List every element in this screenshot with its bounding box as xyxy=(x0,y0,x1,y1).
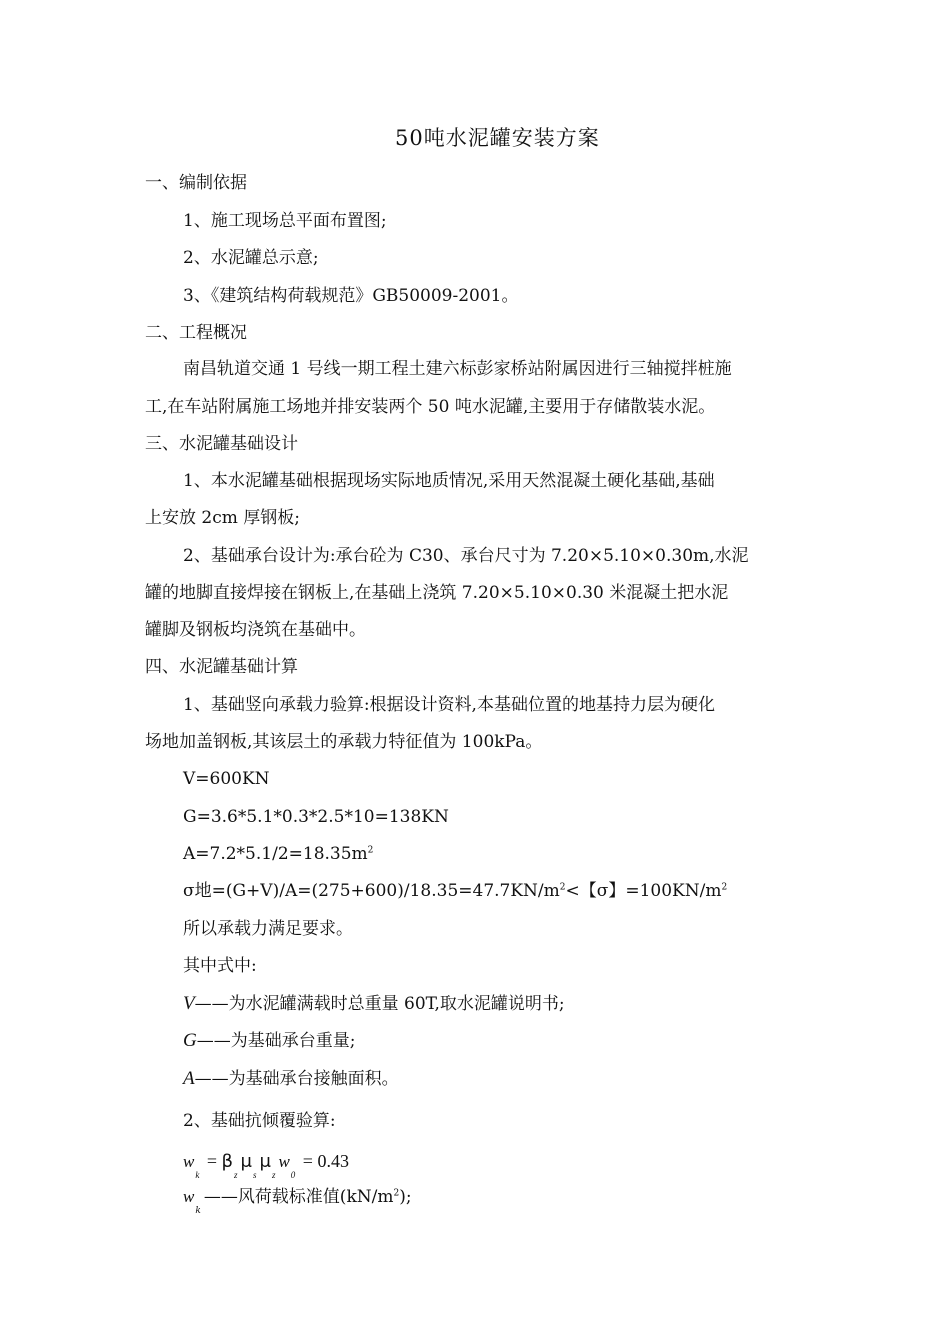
definition-text-end: ); xyxy=(399,1187,412,1207)
subscript: z xyxy=(271,1170,276,1180)
definition-text: ——为水泥罐满载时总重量 60T,取水泥罐说明书; xyxy=(194,994,565,1014)
equation-result: = 0.43 xyxy=(302,1151,349,1171)
superscript: 2 xyxy=(721,882,728,893)
symbol-w0: w xyxy=(278,1152,290,1171)
conclusion-text: 所以承载力满足要求。 xyxy=(183,919,353,939)
list-item: 1、施工现场总平面布置图; xyxy=(183,211,387,231)
paragraph-line: 工,在车站附属施工场地并排安装两个 50 吨水泥罐,主要用于存储散装水泥。 xyxy=(145,397,716,417)
equation-wk xyxy=(183,1150,349,1180)
symbol-a: A xyxy=(183,1068,195,1089)
paragraph-line: 罐脚及钢板均浇筑在基础中。 xyxy=(145,620,366,640)
equation-a-text: A=7.2*5.1/2=18.35m xyxy=(183,844,368,864)
symbol-g: G xyxy=(183,1030,197,1051)
list-item: 2、水泥罐总示意; xyxy=(183,248,319,268)
equation-g: G=3.6*5.1*0.3*2.5*10=138KN xyxy=(183,807,449,827)
symbol-mu: μ xyxy=(259,1151,271,1172)
subscript: s xyxy=(252,1170,257,1180)
subscript: z xyxy=(234,1170,238,1180)
subscript: k xyxy=(195,1206,201,1216)
paragraph-line: 场地加盖钢板,其该层土的承载力特征值为 100kPa。 xyxy=(145,732,543,752)
paragraph-line: 南昌轨道交通 1 号线一期工程土建六标彭家桥站附属因进行三轴搅拌桩施 xyxy=(183,359,732,379)
subsection-heading: 2、基础抗倾覆验算: xyxy=(183,1111,336,1131)
definition-text: ——风荷载标准值(kN/m xyxy=(203,1187,394,1207)
symbol-beta: β xyxy=(221,1151,233,1172)
section-heading-1: 一、编制依据 xyxy=(145,173,247,193)
symbol-w: w xyxy=(183,1152,195,1171)
equation-sigma-limit: <【σ】=100KN/m xyxy=(565,881,722,901)
section-heading-2: 二、工程概况 xyxy=(145,323,247,343)
equation-a xyxy=(183,843,373,865)
equation-sigma xyxy=(183,880,727,902)
list-item: 3、《建筑结构荷载规范》GB50009-2001。 xyxy=(183,286,519,306)
paragraph-line: 1、基础竖向承载力验算:根据设计资料,本基础位置的地基持力层为硬化 xyxy=(183,695,715,715)
paragraph-line: 罐的地脚直接焊接在钢板上,在基础上浇筑 7.20×5.10×0.30 米混凝土把水泥 xyxy=(145,583,729,603)
symbol-v: V xyxy=(183,993,195,1014)
subscript: k xyxy=(195,1170,200,1180)
where-label: 其中式中: xyxy=(183,956,257,976)
definition-wk xyxy=(183,1186,412,1216)
definition-text: ——为基础承台重量; xyxy=(196,1031,356,1051)
definition-v xyxy=(183,993,565,1015)
equation-sigma-text: σ地=(G+V)/A=(275+600)/18.35=47.7KN/m xyxy=(183,881,560,901)
section-heading-3: 三、水泥罐基础设计 xyxy=(145,434,298,454)
section-heading-4: 四、水泥罐基础计算 xyxy=(145,657,298,677)
document-title: 50吨水泥罐安装方案 xyxy=(395,126,600,150)
superscript: 2 xyxy=(367,845,374,856)
definition-text: ——为基础承台接触面积。 xyxy=(194,1069,399,1089)
superscript: 2 xyxy=(559,882,566,893)
paragraph-line: 1、本水泥罐基础根据现场实际地质情况,采用天然混凝土硬化基础,基础 xyxy=(183,471,715,491)
definition-g xyxy=(183,1030,355,1052)
paragraph-line: 2、基础承台设计为:承台砼为 C30、承台尺寸为 7.20×5.10×0.30m,水泥 xyxy=(183,546,749,566)
symbol-w: w xyxy=(183,1187,195,1206)
equation-v: V=600KN xyxy=(183,769,270,789)
symbol-mu: μ xyxy=(240,1151,252,1172)
subscript: 0 xyxy=(290,1170,296,1180)
paragraph-line: 上安放 2cm 厚钢板; xyxy=(145,508,300,528)
superscript: 2 xyxy=(393,1188,400,1199)
definition-a xyxy=(183,1068,399,1090)
equals-sign: = xyxy=(206,1151,217,1171)
